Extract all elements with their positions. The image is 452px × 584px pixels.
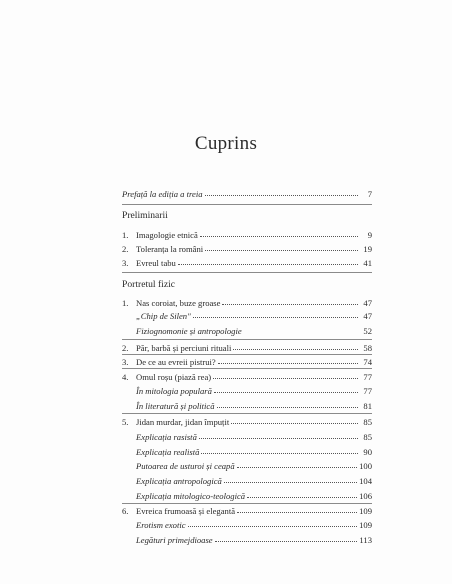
toc-entry-page: 52 [363,326,372,336]
toc-entry-number: 1. [122,298,129,308]
dot-leader [247,496,357,498]
toc-subentry[interactable] [136,535,372,546]
toc-entry-page: 85 [363,432,372,442]
toc-entry-label: Explicația rasistă [136,432,197,442]
toc-entry-page: 74 [363,357,372,367]
toc-entry-number: 6. [122,506,129,516]
dot-leader [199,437,358,439]
toc-entry-label: Imagologie etnică [136,230,198,240]
toc-subentry[interactable] [136,461,372,472]
toc-entry-page: 100 [359,461,372,471]
toc-entry-number: 3. [122,258,129,268]
toc-entry-number: 2. [122,343,129,353]
toc-subentry[interactable] [136,520,372,531]
toc-entry[interactable] [122,372,372,383]
toc-entry-label: Păr, barbă și perciuni rituali [136,343,232,353]
toc-subentry[interactable] [136,386,372,397]
page-title: Cuprins [194,133,258,154]
toc-entry-label: Evreica frumoasă și elegantă [136,506,236,516]
dot-leader [200,235,358,237]
entry-divider [122,413,372,414]
toc-entry-label: „Chip de Silen" [136,311,191,321]
toc-entry-number: 3. [122,357,129,367]
toc-entry-label: Explicația mitologico-teologică [136,491,246,501]
toc-entry-page: 58 [363,343,372,353]
dot-leader [215,540,358,542]
toc-entry-number: 2. [122,244,129,254]
toc-entry-page: 47 [363,298,372,308]
entry-divider [122,339,372,340]
dot-leader [222,303,358,305]
section-divider [122,204,372,205]
toc-entry[interactable] [122,506,372,517]
toc-entry-label: Legături primejdioase [136,535,213,545]
toc-entry-page: 109 [359,506,372,516]
dot-leader [188,525,358,527]
dot-leader [213,377,358,379]
dot-leader [193,316,358,318]
toc-entry-page: 7 [367,189,372,199]
toc-subentry[interactable] [136,326,372,337]
toc-entry-label: Erotism exotic [136,520,186,530]
toc-entry[interactable] [122,343,372,354]
dot-leader [224,481,357,483]
toc-entry-number: 5. [122,417,129,427]
toc-entry-label: Toleranța la români [136,244,204,254]
section-divider [122,272,372,273]
toc-entry-page: 104 [359,476,372,486]
toc-entry-page: 19 [363,244,372,254]
toc-entry-label: Fiziognomonie și antropologie [136,326,242,336]
toc-entry-label: Evreul tabu [136,258,176,268]
section-heading: Preliminarii [122,210,168,221]
toc-entry-page: 106 [359,491,372,501]
toc-entry-page: 113 [359,535,372,545]
toc-entry[interactable] [122,298,372,309]
toc-entry-label: Explicația antropologică [136,476,222,486]
toc-entry-label: În literatură și politică [136,401,215,411]
toc-entry-label: Explicația realistă [136,447,200,457]
dot-leader [218,362,358,364]
toc-entry-label: Omul roșu (piază rea) [136,372,212,382]
toc-entry-label: De ce au evreii pistrui? [136,357,216,367]
dot-leader [233,348,358,350]
toc-subentry[interactable] [136,432,372,443]
section-heading: Portretul fizic [122,279,176,290]
toc-entry-label: Nas coroiat, buze groase [136,298,221,308]
toc-subentry[interactable] [136,401,372,412]
entry-divider [122,503,372,504]
toc-entry[interactable] [122,417,372,428]
dot-leader [205,249,358,251]
toc-entry-label: Jidan murdar, jidan împuțit [136,417,230,427]
dot-leader [244,332,358,333]
dot-leader [231,422,358,424]
dot-leader [178,263,358,265]
dot-leader [217,406,358,408]
dot-leader [201,452,358,454]
toc-entry[interactable] [122,357,372,368]
toc-entry-page: 77 [363,386,372,396]
toc-entry-page: 77 [363,372,372,382]
toc-entry-page: 9 [367,230,372,240]
toc-entry-page: 109 [359,520,372,530]
toc-entry-label: În mitologia populară [136,386,212,396]
toc-entry-label: Putoarea de usturoi și ceapă [136,461,235,471]
toc-entry-preface[interactable] [122,189,372,200]
dot-leader [237,466,357,468]
toc-entry-page: 41 [363,258,372,268]
toc-entry-number: 4. [122,372,129,382]
toc-entry[interactable] [122,230,372,241]
toc-subentry[interactable] [136,311,372,322]
dot-leader [237,511,357,513]
toc-entry-number: 1. [122,230,129,240]
dot-leader [214,391,358,393]
toc-entry-page: 85 [363,417,372,427]
toc-entry-page: 47 [363,311,372,321]
toc-entry-label: Prefață la ediția a treia [122,189,203,199]
dot-leader [205,194,358,196]
toc-entry[interactable] [122,258,372,269]
toc-subentry[interactable] [136,447,372,458]
entry-divider [122,354,372,355]
toc-entry-page: 90 [363,447,372,457]
toc-entry[interactable] [122,244,372,255]
toc-entry-page: 81 [363,401,372,411]
toc-subentry[interactable] [136,491,372,502]
toc-subentry[interactable] [136,476,372,487]
entry-divider [122,368,372,369]
